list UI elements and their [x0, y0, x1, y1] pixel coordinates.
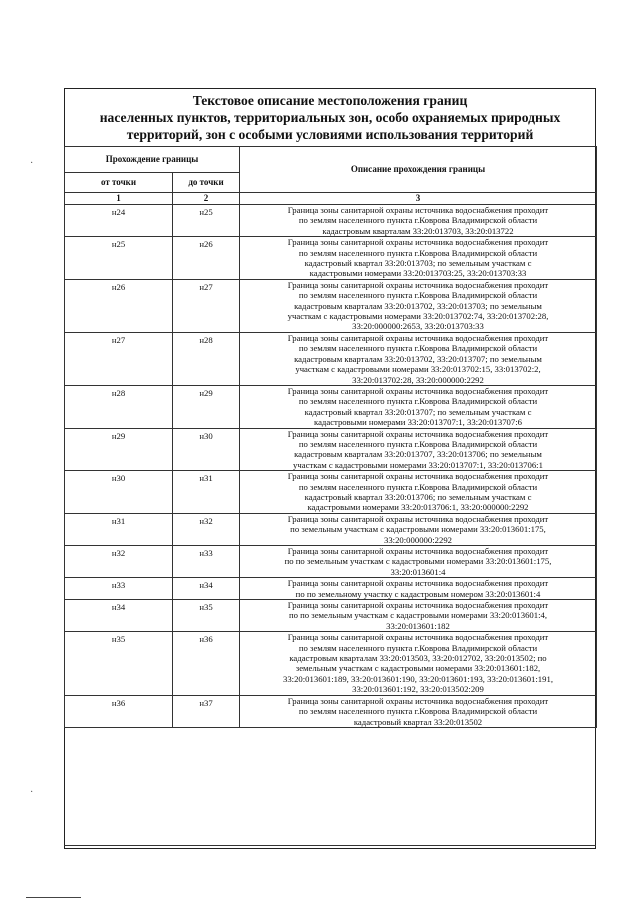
- description-cell: [240, 428, 597, 471]
- description-line: Граница зоны санитарной охраны источника водоснабжения проходит: [287, 546, 549, 556]
- description-cell: [240, 513, 597, 545]
- to-point-cell: н36: [173, 632, 240, 695]
- description-line: кадастровый квартал 33:20:013706; по земельным участкам с: [304, 491, 532, 502]
- description-line: Граница зоны санитарной охраны источника водоснабжения проходит: [287, 428, 549, 439]
- table-row: [65, 546, 597, 578]
- table-row: [65, 578, 597, 600]
- description-line: кадастровым кварталам 33:20:013503, 33:20:012702, 33:20:013502; по: [289, 653, 547, 664]
- description-line: Граница зоны санитарной охраны источника водоснабжения проходит: [287, 695, 549, 706]
- from-point-cell: н28: [65, 385, 173, 428]
- description-line: Граница зоны санитарной охраны источника водоснабжения проходит: [287, 237, 549, 248]
- from-point-cell: н24: [65, 205, 173, 237]
- description-cell: [240, 471, 597, 514]
- to-point-cell: н28: [173, 332, 240, 385]
- description-line: кадастровым кварталам 33:20:013702, 33:20:013703; по земельным: [294, 300, 542, 311]
- from-point-cell: н33: [65, 578, 173, 600]
- description-line: участкам с кадастровыми номерами 33:20:013707:1, 33:20:013706:1: [293, 459, 543, 470]
- description-line: Граница зоны санитарной охраны источника водоснабжения проходит: [287, 385, 549, 396]
- description-line: кадастровыми номерами 33:20:013703:25, 33:20:013703:33: [309, 268, 527, 279]
- table-row: [65, 428, 597, 471]
- description-line: по по земельным участкам с кадастровыми номерами 33:20:013601:4,: [288, 610, 548, 621]
- description-line: кадастровыми номерами 33:20:013706:1, 33:20:000000:2292: [307, 502, 529, 513]
- description-line: земельным участкам с кадастровыми номерами 33:20:013601:182,: [295, 663, 541, 674]
- table-row: [65, 237, 597, 280]
- to-point-cell: н33: [173, 546, 240, 578]
- description-line: 33:20:013601:4: [390, 566, 446, 577]
- description-line: Граница зоны санитарной охраны источника водоснабжения проходит: [287, 205, 549, 215]
- description-line: по землям населенного пункта г.Коврова Владимирской области: [298, 481, 538, 492]
- description-cell: [240, 578, 597, 600]
- to-point-cell: н30: [173, 428, 240, 471]
- description-line: 33:20:013601:189, 33:20:013601:190, 33:20:013601:193, 33:20:013601:191,: [282, 673, 554, 684]
- to-point-cell: н29: [173, 385, 240, 428]
- table-row: [65, 632, 597, 695]
- title-line-2: населенных пунктов, территориальных зон, особо охраняемых природных: [99, 110, 561, 125]
- description-cell: [240, 279, 597, 332]
- boundary-table: [64, 146, 597, 728]
- margin-line: [26, 897, 81, 898]
- table-row: [65, 471, 597, 514]
- table-row: [65, 279, 597, 332]
- description-cell: [240, 600, 597, 632]
- from-point-cell: н35: [65, 632, 173, 695]
- description-line: Граница зоны санитарной охраны источника водоснабжения проходит: [287, 279, 549, 290]
- description-line: участкам с кадастровыми номерами 33:20:013702:15, 33:013702:2,: [295, 364, 541, 375]
- description-line: по землям населенного пункта г.Коврова Владимирской области: [298, 642, 538, 653]
- table-row: [65, 332, 597, 385]
- description-line: кадастровый квартал 33:20:013703; по земельным участкам с: [304, 258, 532, 269]
- table-row: [65, 513, 597, 545]
- description-line: 33:20:000000:2292: [383, 534, 453, 545]
- to-point-cell: н25: [173, 205, 240, 237]
- description-line: по землям населенного пункта г.Коврова Владимирской области: [298, 247, 538, 258]
- table-bottom-line: [64, 845, 596, 846]
- description-line: по землям населенного пункта г.Коврова Владимирской области: [298, 215, 538, 226]
- description-line: кадастровый квартал 33:20:013502: [353, 716, 483, 727]
- column-number-row: [65, 193, 597, 205]
- description-line: участкам с кадастровыми номерами 33:20:013702:74, 33:20:013702:28,: [287, 311, 549, 322]
- description-line: 33:20:013702:28, 33:20:000000:2292: [352, 374, 484, 385]
- description-line: кадастровыми номерами 33:20:013707:1, 33:20:013707:6: [313, 417, 522, 428]
- to-point-cell: н27: [173, 279, 240, 332]
- to-point-cell: н35: [173, 600, 240, 632]
- table-row: [65, 385, 597, 428]
- description-line: 33:20:013601:182: [386, 620, 450, 631]
- from-point-cell: н36: [65, 695, 173, 727]
- from-point-cell: н29: [65, 428, 173, 471]
- description-line: по землям населенного пункта г.Коврова Владимирской области: [298, 438, 538, 449]
- title-line-3: территорий, зон с особыми условиями использования территорий: [126, 127, 534, 142]
- description-cell: [240, 385, 597, 428]
- description-line: кадастровым кварталам 33:20:013702, 33:20:013707; по земельным: [294, 353, 542, 364]
- to-point-header: до точки: [173, 173, 240, 193]
- table-row: [65, 600, 597, 632]
- description-line: Граница зоны санитарной охраны источника водоснабжения проходит: [287, 513, 549, 524]
- to-point-cell: н31: [173, 471, 240, 514]
- description-cell: [240, 205, 597, 237]
- to-point-cell: н32: [173, 513, 240, 545]
- page-title: [64, 92, 596, 143]
- description-line: Граница зоны санитарной охраны источника водоснабжения проходит: [287, 578, 549, 589]
- description-header: Описание прохождения границы: [240, 147, 597, 193]
- description-cell: [240, 332, 597, 385]
- description-cell: [240, 632, 597, 695]
- margin-mark: ·: [30, 158, 34, 169]
- title-line-1: Текстовое описание местоположения границ: [192, 93, 468, 108]
- description-line: по землям населенного пункта г.Коврова Владимирской области: [298, 343, 538, 354]
- from-point-cell: н31: [65, 513, 173, 545]
- margin-mark: ·: [30, 787, 34, 798]
- to-point-cell: н37: [173, 695, 240, 727]
- description-line: по земельным участкам с кадастровыми номерами 33:20:013601:175,: [290, 524, 546, 535]
- from-point-cell: н34: [65, 600, 173, 632]
- description-line: Граница зоны санитарной охраны источника водоснабжения проходит: [287, 471, 549, 482]
- table-row: [65, 695, 597, 727]
- from-point-cell: н27: [65, 332, 173, 385]
- description-line: по землям населенного пункта г.Коврова Владимирской области: [298, 396, 538, 407]
- column-number-2: 2: [173, 193, 240, 205]
- description-cell: [240, 695, 597, 727]
- description-line: по землям населенного пункта г.Коврова Владимирской области: [298, 290, 538, 301]
- description-cell: [240, 237, 597, 280]
- description-line: кадастровым кварталам 33:20:013703, 33:20:013722: [322, 225, 514, 236]
- description-line: 33:20:013601:192, 33:20:013502:209: [352, 684, 484, 695]
- from-point-cell: н30: [65, 471, 173, 514]
- from-point-cell: н32: [65, 546, 173, 578]
- table-row: [65, 205, 597, 237]
- passage-header: Прохождение границы: [65, 147, 240, 173]
- from-point-header: от точки: [65, 173, 173, 193]
- description-line: по землям населенного пункта г.Коврова Владимирской области: [298, 706, 538, 717]
- header-row-1: [65, 147, 597, 173]
- description-line: по по земельным участкам с кадастровыми номерами 33:20:013601:175,: [284, 556, 552, 567]
- to-point-cell: н26: [173, 237, 240, 280]
- from-point-cell: н25: [65, 237, 173, 280]
- column-number-1: 1: [65, 193, 173, 205]
- description-cell: [240, 546, 597, 578]
- description-line: Граница зоны санитарной охраны источника водоснабжения проходит: [287, 632, 549, 643]
- description-line: кадастровый квартал 33:20:013707; по земельным участкам с: [304, 406, 532, 417]
- to-point-cell: н34: [173, 578, 240, 600]
- description-line: кадастровым кварталам 33:20:013707, 33:20:013706; по земельным: [294, 449, 542, 460]
- description-line: Граница зоны санитарной охраны источника водоснабжения проходит: [287, 600, 549, 611]
- description-line: Граница зоны санитарной охраны источника водоснабжения проходит: [287, 332, 549, 343]
- description-line: 33:20:000000:2653, 33:20:013703:33: [352, 321, 484, 332]
- description-line: по по земельному участку с кадастровым номером 33:20:013601:4: [295, 588, 541, 599]
- from-point-cell: н26: [65, 279, 173, 332]
- column-number-3: 3: [240, 193, 597, 205]
